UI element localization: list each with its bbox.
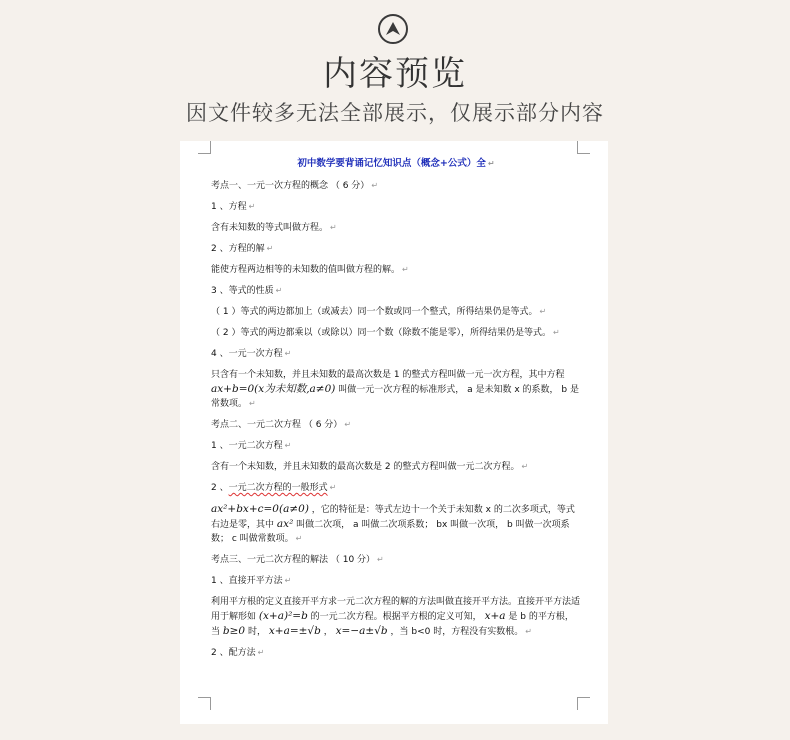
section-heading: 考点二、一元二次方程 （ 6 分） ↵ — [211, 420, 352, 430]
document-preview — [180, 141, 608, 724]
paragraph: 1 、直接开平方法 ↵ — [211, 576, 292, 586]
document-title: 初中数学要背诵记忆知识点（概念+公式）全 ↵ — [297, 158, 495, 169]
paragraph: 含有一个未知数，并且未知数的最高次数是 2 的整式方程叫做一元二次方程。 ↵ — [211, 462, 529, 472]
paragraph: 能使方程两边相等的未知数的值叫做方程的解。 ↵ — [211, 265, 409, 275]
paragraph: 2 、配方法 ↵ — [211, 648, 265, 658]
paragraph: 含有未知数的等式叫做方程。 ↵ — [211, 223, 337, 233]
formula: ax+b=0(x为未知数,a≠0) — [211, 383, 336, 395]
paragraph: （ 1 ）等式的两边都加上（或减去）同一个数或同一个整式，所得结果仍是等式。 ↵ — [211, 307, 547, 317]
paragraph: 只含有一个未知数，并且未知数的最高次数是 1 的整式方程叫做一元一次方程，其中方程 ax+b=0(x为未知数,a≠0) 叫做一元一次方程的标准形式， a 是未知数 x 的系数， b 是常数项。 ↵ — [211, 370, 579, 409]
paragraph: 3 、等式的性质 ↵ — [211, 286, 283, 296]
formula: b≥0 — [222, 625, 246, 637]
page-title: 内容预览 — [323, 54, 467, 94]
paragraph: 4 、一元一次方程 ↵ — [211, 349, 292, 359]
corner-mark — [577, 697, 590, 710]
paragraph: 2 、方程的解 ↵ — [211, 244, 274, 254]
paragraph: ax²+bx+c=0(a≠0) ，它的特征是：等式左边十一个关于未知数 x 的二次多项式，等式右边是零，其中 ax² 叫做二次项， a 叫做二次项系数； bx 叫做一次项， b 叫做一次项系数； c 叫做常数项。 ↵ — [211, 503, 575, 544]
page-subtitle: 因文件较多无法全部展示，仅展示部分内容 — [186, 101, 604, 125]
paragraph: 1 、一元二次方程 ↵ — [211, 441, 292, 451]
paragraph: 2 、一元二次方程的一般形式 ↵ — [211, 483, 337, 493]
section-heading: 考点三、一元二次方程的解法 （ 10 分） ↵ — [211, 555, 384, 565]
formula: (x+a)²=b — [258, 610, 308, 622]
corner-mark — [198, 697, 211, 710]
corner-mark — [577, 141, 590, 154]
formula: x+a=±√b — [268, 625, 321, 637]
formula: x+a — [484, 610, 506, 622]
document-body — [211, 157, 581, 667]
section-heading: 考点一、一元一次方程的概念 （ 6 分） ↵ — [211, 181, 379, 191]
paragraph: 1 、方程 ↵ — [211, 202, 256, 212]
formula: ax² — [276, 518, 294, 530]
chevron-up-circle-icon — [378, 14, 408, 44]
paragraph: 利用平方根的定义直接开平方求一元二次方程的解的方法叫做直接开平方法。直接开平方法适用于解形如 (x+a)²=b 的一元二次方程。根据平方根的定义可知， x+a 是 b 的平方根，当 b≥0 时， x+a=±√b ， x=−a±√b ，当 b<0 时，方程没有实数根。 ↵ — [211, 597, 581, 637]
formula: ax²+bx+c=0(a≠0) — [211, 503, 309, 515]
formula: x=−a±√b — [335, 625, 388, 637]
corner-mark — [198, 141, 211, 154]
paragraph: （ 2 ）等式的两边都乘以（或除以）同一个数（除数不能是零），所得结果仍是等式。 ↵ — [211, 328, 560, 338]
